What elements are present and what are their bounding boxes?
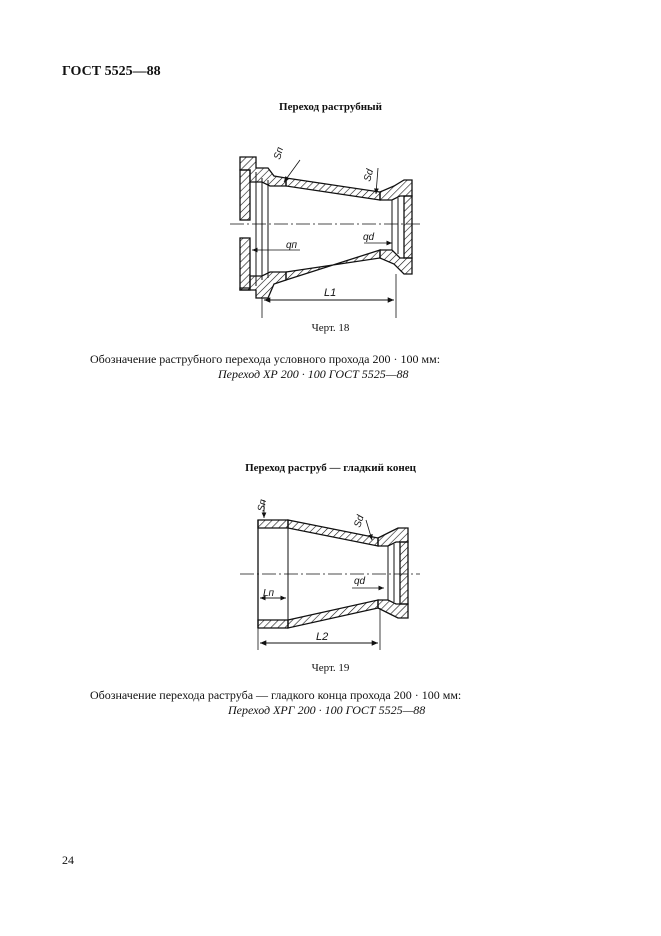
fig18-label-qn: qп [286,240,298,251]
document-standard-header: ГОСТ 5525—88 [62,64,161,79]
fig18-label-sn: Sп [272,146,287,161]
figure-18-caption: Черт. 18 [311,322,350,334]
figure-18-title: Переход раструбный [279,101,382,113]
fig19-label-qd: qd [354,576,366,587]
figure-19-title: Переход раструб — гладкий конец [245,462,416,474]
figure-19-drawing [240,500,420,650]
fig19-label-l2: L2 [316,631,329,643]
fig19-label-sd: Sd [352,513,367,529]
fig18-label-qd: qd [363,232,375,243]
figure-19-description: Обозначение перехода раструба — гладкого конца прохода 200 · 100 мм: [90,688,462,702]
figure-18-description: Обозначение раструбного перехода условного прохода 200 · 100 мм: [90,352,441,366]
fig19-label-sn: Sп [256,498,270,513]
page-number: 24 [62,853,74,867]
figure-19-designation: Переход ХРГ 200 · 100 ГОСТ 5525—88 [228,703,426,717]
figure-18-designation: Переход ХР 200 · 100 ГОСТ 5525—88 [218,367,409,381]
fig19-label-ln: Lп [263,588,275,599]
fig18-label-sd: Sd [362,168,377,183]
figure-19-caption: Черт. 19 [311,662,350,674]
fig18-label-l1: L1 [324,287,337,299]
